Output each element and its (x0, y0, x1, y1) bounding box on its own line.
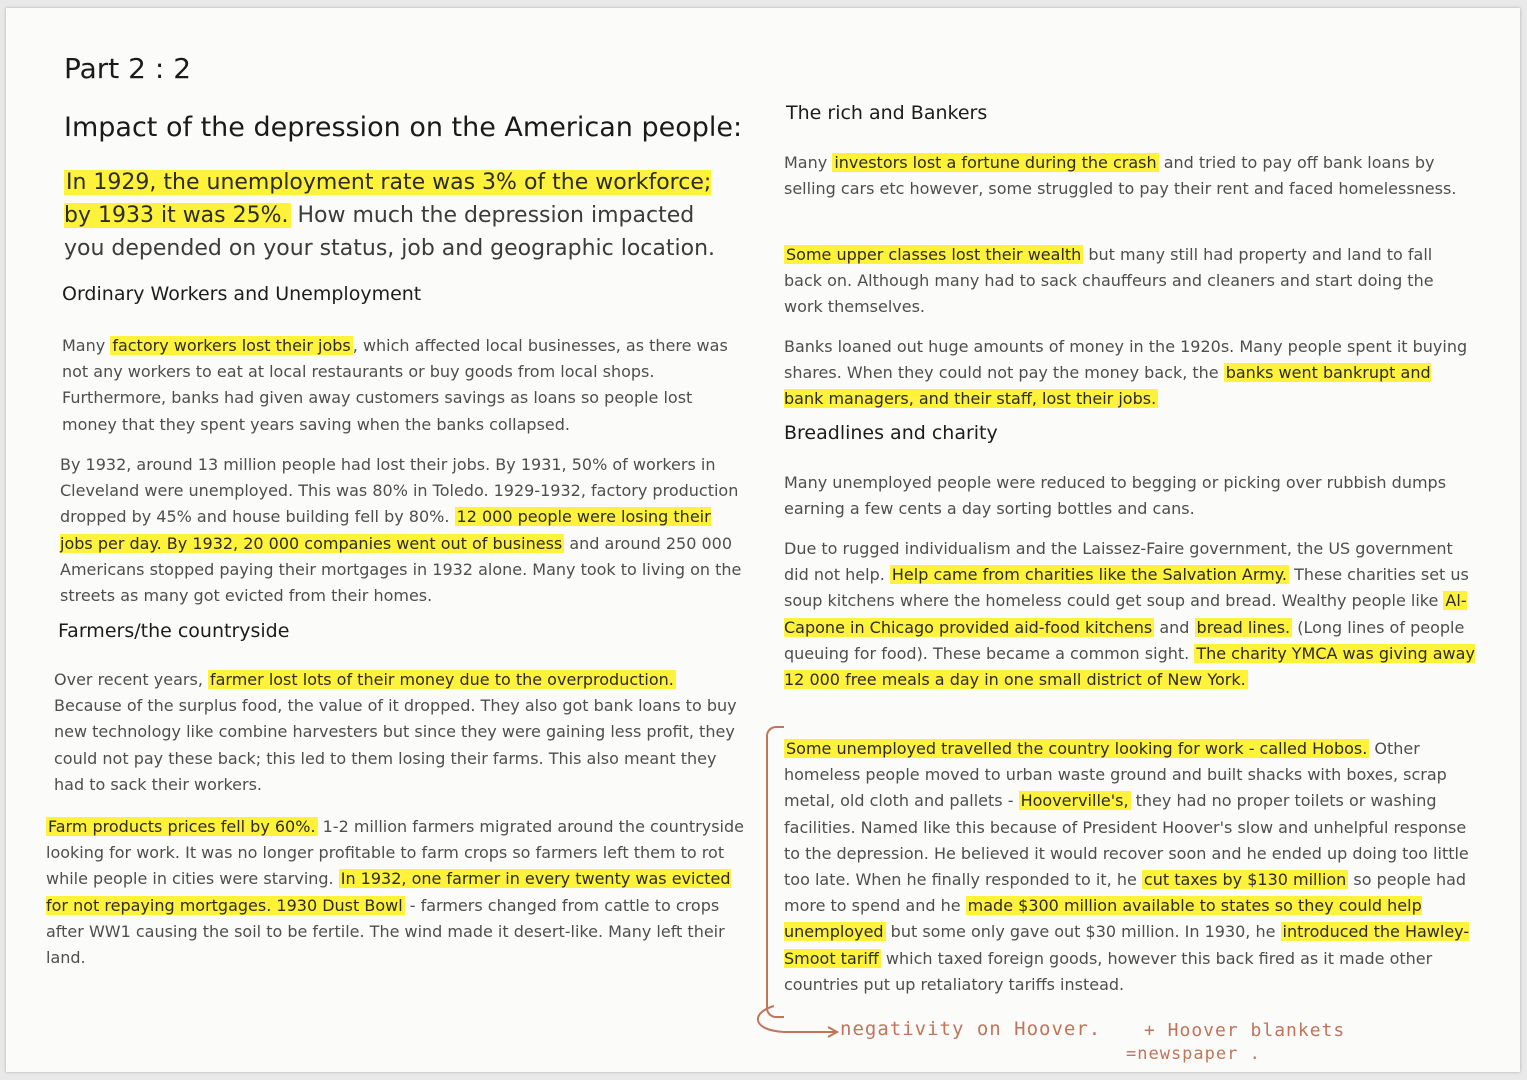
text: , which affected local businesses, as there was not any workers to eat at local restaurants or buy goods from local shops. Furthermore, banks had given away customers savings as loans so people lost money that they spent years saving when the banks collapsed. (62, 336, 728, 434)
text: (Long lines of people queuing for food). These became a common sight. (784, 617, 1465, 663)
text: - farmers changed from cattle to crops after WW1 causing the soil to be fertile. The wind made it desert-like. Many left their land. (46, 895, 725, 968)
text: which taxed foreign goods, however this back fired as it made other countries put up retaliatory tariffs instead. (784, 948, 1433, 994)
section-heading-farmers: Farmers/the countryside (58, 620, 290, 642)
section-heading-breadlines: Breadlines and charity (784, 422, 998, 444)
highlight: The charity YMCA was giving away 12 000 free meals a day in one small district of New York. (784, 643, 1475, 690)
text: Banks loaned out huge amounts of money in the 1920s. Many people spent it buying shares. When they could not pay the money back, the (784, 337, 1468, 383)
highlight: Farm products prices fell by 60%. (48, 817, 316, 836)
text: Because of the surplus food, the value of it dropped. They also got bank loans to buy new technology like combine harvesters but since they were gaining less profit, they could not pay these back; this led to them losing their farms. This also meant they had to sack their workers. (54, 696, 737, 794)
text: but many still had property and land to fall back on. Although many had to sack chauffeurs and cleaners and start doing the work themselves. (784, 245, 1434, 317)
highlight: bread lines. (1196, 617, 1291, 637)
text: and around 250 000 Americans stopped paying their mortgages in 1932 alone. Many took to living on the streets as many got evicted from their homes. (60, 533, 742, 606)
farmers-paragraph-1 (54, 667, 744, 798)
rich-paragraph-3 (784, 334, 1474, 413)
text: By 1932, around 13 million people had lost their jobs. By 1931, 50% of workers in Cleveland were unemployed. This was 80% in Toledo. 1929-1932, factory production dropped by 45% and house building fell by 80%. (60, 455, 739, 527)
text: Many (784, 153, 833, 172)
text: but some only gave out $30 million. In 1930, he (885, 922, 1281, 942)
text: and (1154, 617, 1195, 637)
text: How much the depression impacted you depended on your status, job and geographic location. (64, 203, 716, 261)
highlight: In 1932, one farmer in every twenty was evicted for not repaying mortgages. 1930 Dust Bowl (46, 869, 731, 915)
text: and tried to pay off bank loans by selling cars etc however, some struggled to pay their rent and faced homelessness. (784, 153, 1457, 199)
highlight: Help came from charities like the Salvation Army. (891, 565, 1288, 585)
highlight: introduced the Hawley-Smoot tariff (784, 922, 1470, 968)
right-column (784, 8, 1504, 1072)
highlight: Some unemployed travelled the country looking for work - called Hobos. (786, 739, 1368, 758)
notes-page (6, 8, 1520, 1072)
text: Many (62, 336, 111, 355)
margin-bracket (766, 726, 784, 1018)
text: These charities set us soup kitchens where the homeless could get soup and bread. Wealthy people like (784, 565, 1469, 611)
highlight: Some upper classes lost their wealth (786, 245, 1082, 264)
annotation-negativity: negativity on Hoover. (840, 1018, 1102, 1040)
highlight: made $300 million available to states so they could help unemployed (784, 896, 1422, 942)
text: Many unemployed people were reduced to begging or picking over rubbish dumps earning a few cents a day sorting bottles and cans. (784, 473, 1447, 519)
annotation-hoover-blankets: + Hoover blankets (1144, 1020, 1346, 1041)
highlight: farmer lost lots of their money due to the overproduction. (209, 670, 674, 689)
highlight: Hooverville's, (1020, 791, 1129, 811)
section-heading-workers: Ordinary Workers and Unemployment (62, 283, 422, 305)
annotation-arrow-icon (744, 1004, 844, 1040)
highlight: 12 000 people were losing their jobs per day. By 1932, 20 000 companies went out of business (60, 507, 711, 553)
intro-paragraph (64, 166, 739, 265)
text: they had no proper toilets or washing facilities. Named like this because of President Hoover's slow and unhelpful response to the depression. He believed it would recover soon and he ended up doing too little too late. When he finally responded to it, he (784, 791, 1469, 890)
highlight: Al-Capone in Chicago provided aid-food kitchens (784, 591, 1467, 637)
text: Due to rugged individualism and the Laissez-Faire government, the US government did not help. (784, 539, 1453, 585)
text: Over recent years, (54, 670, 208, 689)
highlight: banks went bankrupt and bank managers, and their staff, lost their jobs. (784, 363, 1431, 409)
highlight: cut taxes by $130 million (1143, 870, 1347, 890)
breadlines-paragraph-3 (784, 736, 1476, 998)
annotation-newspaper: =newspaper . (1126, 1044, 1261, 1064)
text: so people had more to spend and he (784, 870, 1467, 916)
rich-paragraph-1 (784, 150, 1474, 202)
highlight: In 1929, the unemployment rate was 3% of the workforce; by 1933 it was 25%. (64, 170, 712, 228)
breadlines-paragraph-1 (784, 470, 1474, 522)
workers-paragraph-2 (60, 452, 746, 609)
text: Other homeless people moved to urban waste ground and built shacks with boxes, scrap metal, old cloth and pallets - (784, 739, 1447, 811)
workers-paragraph-1 (62, 333, 742, 438)
text: 1-2 million farmers migrated around the countryside looking for work. It was no longer profitable to farm crops so farmers left them to rot while people in cities were starving. (46, 817, 744, 889)
left-column (6, 8, 766, 1072)
part-label: Part 2 : 2 (64, 52, 192, 85)
farmers-paragraph-2 (46, 814, 748, 971)
rich-paragraph-2 (784, 242, 1474, 321)
highlight: investors lost a fortune during the crash (834, 153, 1157, 172)
page-title: Impact of the depression on the American people: (64, 112, 743, 143)
breadlines-paragraph-2 (784, 536, 1479, 693)
highlight: factory workers lost their jobs (112, 336, 351, 355)
section-heading-rich: The rich and Bankers (786, 102, 988, 124)
